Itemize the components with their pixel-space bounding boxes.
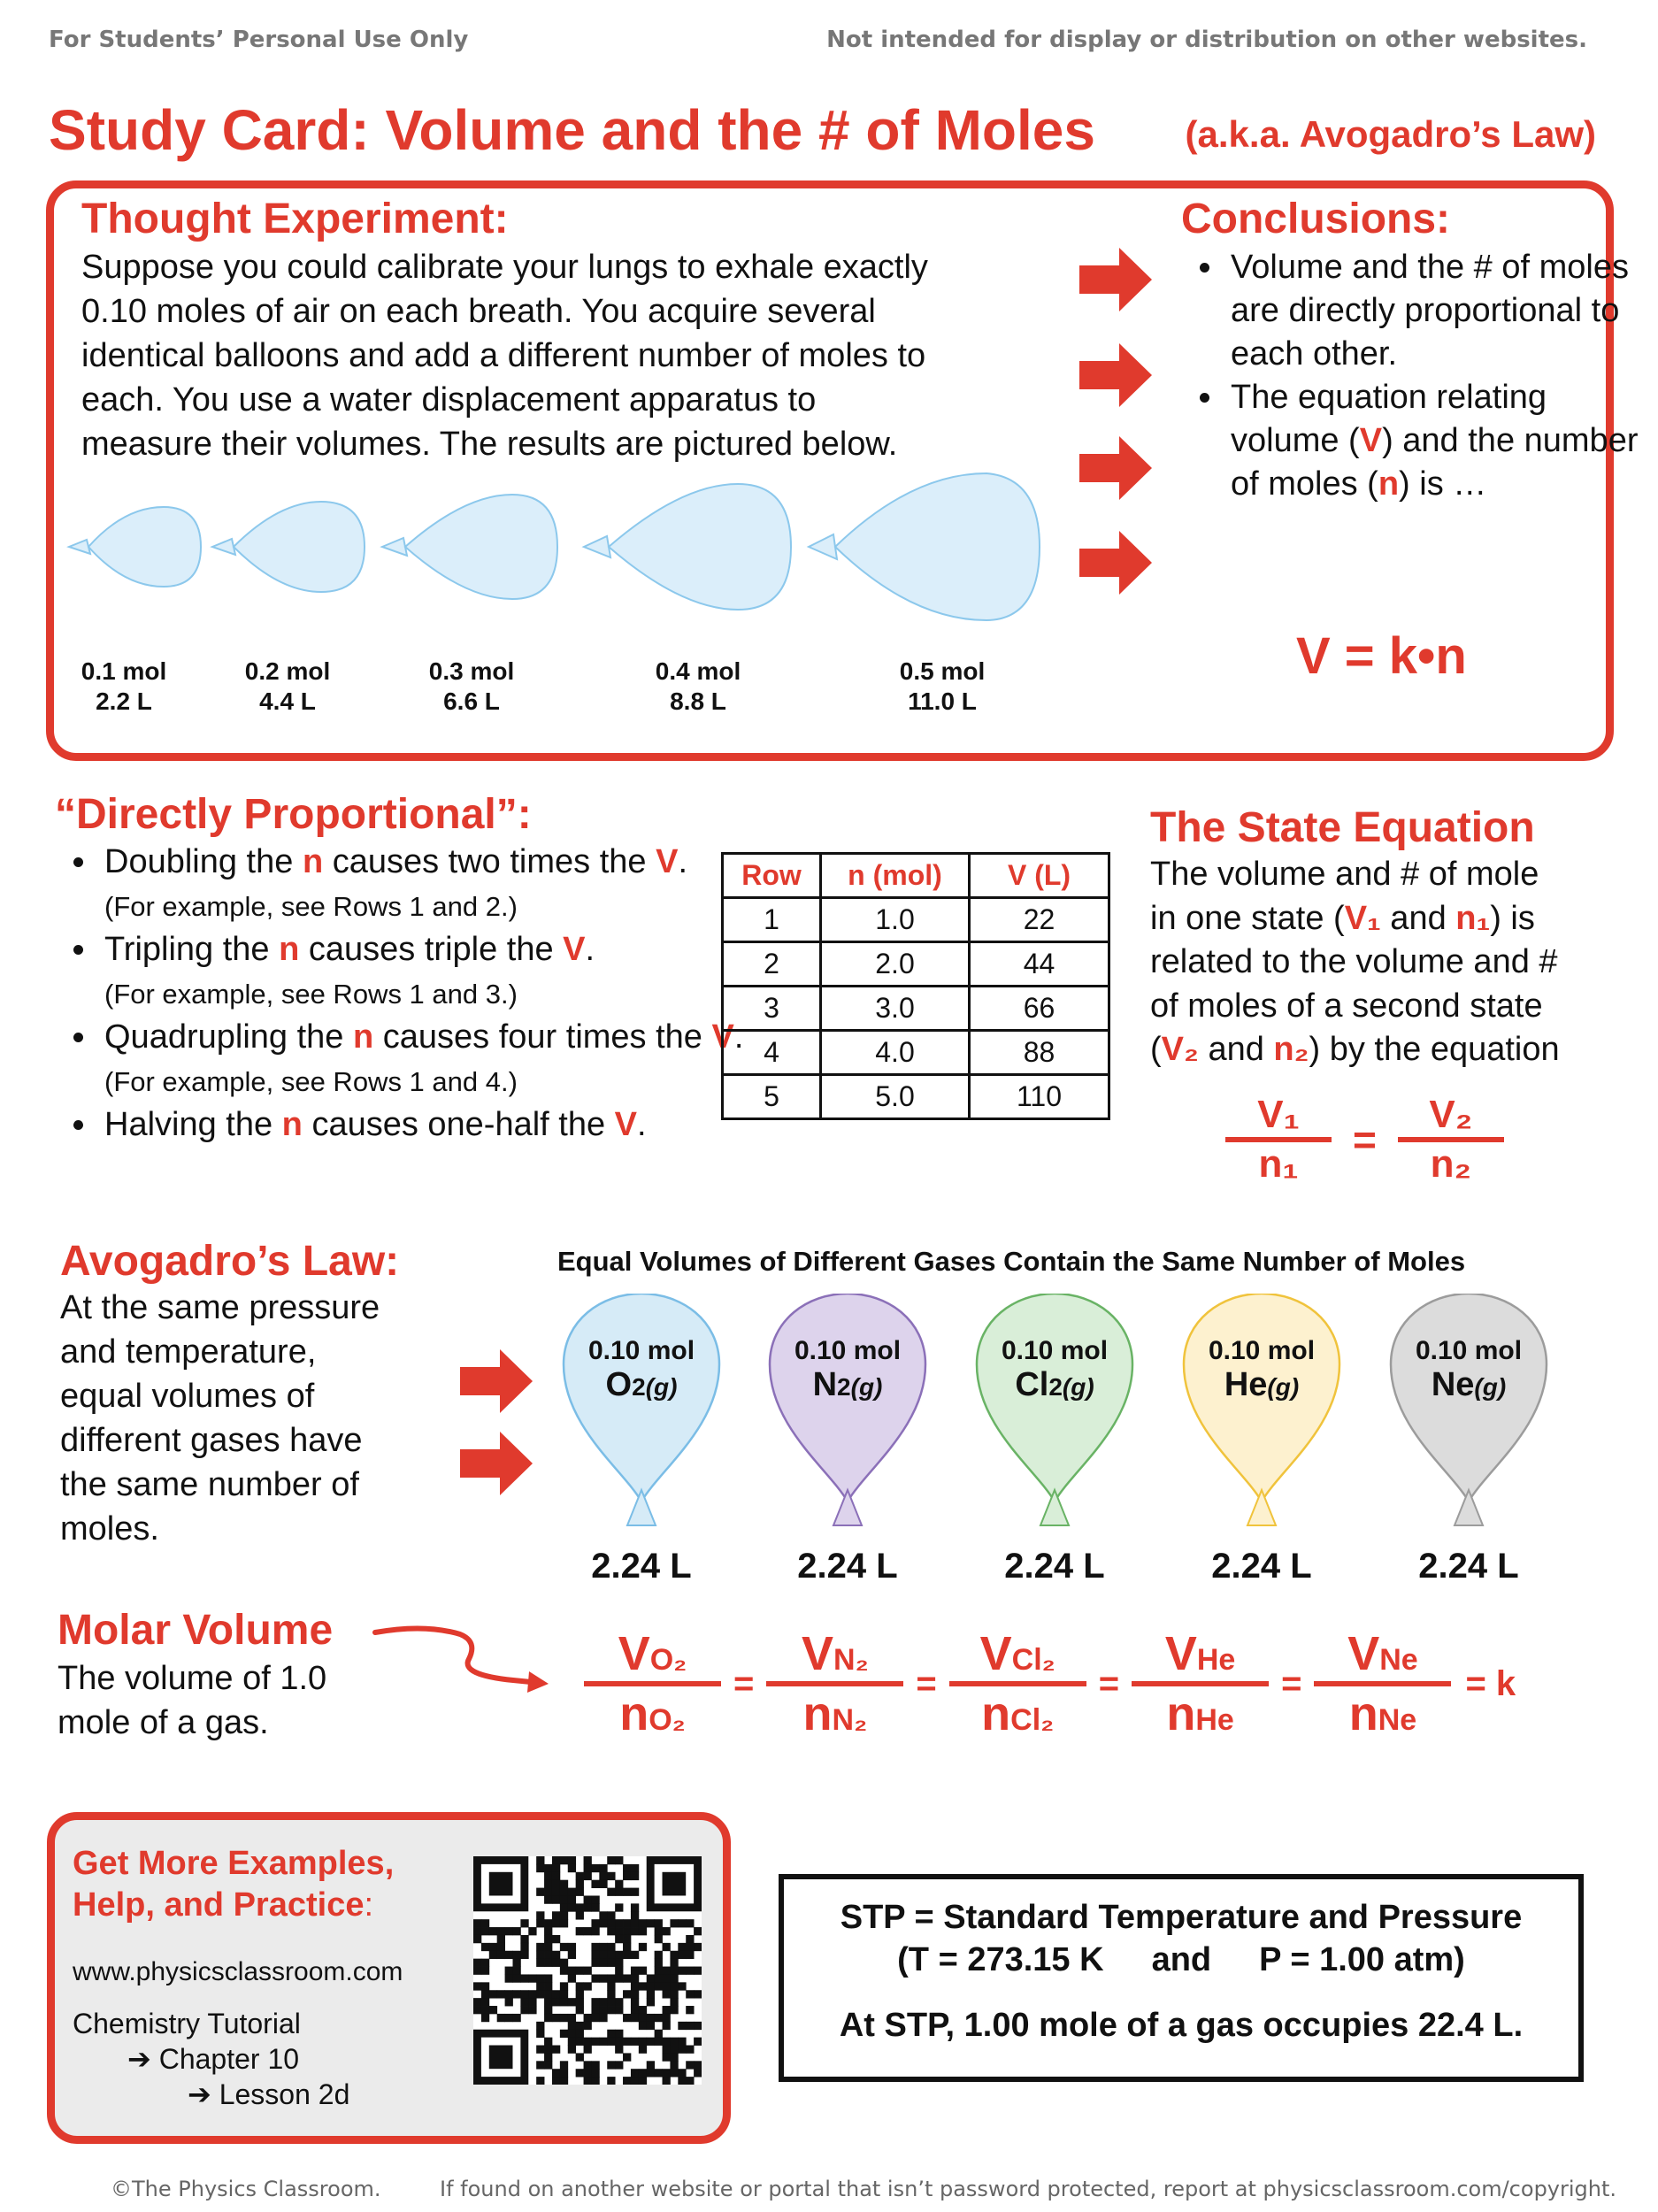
column-header: Row [723,854,821,898]
balloon-o2 [564,1294,719,1525]
state-equation-text [1150,853,1628,1072]
list-item [99,841,754,928]
symbol: He [1224,1366,1268,1403]
text: ) and the number of moles ( [1231,422,1639,503]
cell: 88 [970,1031,1109,1075]
text: Halving the [104,1106,282,1143]
variable-n: n [302,843,324,880]
gas-label-cl2 [975,1336,1134,1404]
curved-arrow-icon [372,1624,557,1703]
cell: 2.0 [821,942,970,987]
numerator [980,1626,1055,1681]
n-subscript: He [1195,1703,1234,1737]
equals-k: = k [1465,1663,1516,1703]
cell: 5 [723,1075,821,1119]
right-arrow-icon [1079,248,1152,311]
chapter-line [73,2041,349,2077]
gas-volume: 2.24 L [1418,1547,1519,1586]
thought-experiment-heading: Thought Experiment: [81,196,509,242]
phase: (g) [850,1373,883,1401]
balloon-knot [1040,1490,1069,1525]
right-arrow-icon [1079,343,1152,407]
text-line: The volume and # of mole [1150,856,1539,893]
balloon-knot [627,1490,656,1525]
v-subscript: Cl₂ [1011,1643,1055,1677]
molar-volume-heading: Molar Volume [58,1607,334,1654]
text-line: The volume of 1.0 [58,1660,327,1697]
v-symbol: V [802,1627,834,1680]
text: causes four times the [373,1018,712,1056]
gas-formula [975,1366,1134,1404]
variable-v2: V₂ [1161,1031,1199,1068]
phase: (g) [645,1373,678,1401]
variable-n: n [281,1106,303,1143]
gas-moles: 0.10 mol [1208,1336,1316,1365]
variable-v1: V₁ [1344,899,1381,937]
table-row [723,987,1109,1031]
fraction-v2-n2 [1398,1093,1504,1187]
subscript: 2 [632,1373,646,1401]
gas-volume: 2.24 L [797,1547,898,1586]
numerator: V₁ [1257,1093,1300,1136]
balloon-sequence [62,465,1062,628]
list-item: • Volume and the # of moles are directly proportional to each other. [1225,246,1641,376]
symbol: Cl [1015,1366,1049,1403]
heading-line: Get More Examples, [73,1845,395,1882]
molar-volume-text [58,1656,411,1745]
balloon-0.5mol [809,473,1040,620]
text: ) is [1490,899,1535,937]
gas-volume: 2.24 L [1004,1547,1105,1586]
balloon-cl2 [977,1294,1132,1525]
balloon-label-1 [62,657,186,717]
text: ( [1150,1031,1162,1068]
variable-v: V [1359,422,1383,459]
n-symbol: n [1348,1687,1378,1740]
gas-label-ne [1389,1336,1548,1404]
balloon-moles: 0.3 mol [428,657,515,685]
gas-label-o2 [562,1336,721,1404]
cell: 1.0 [821,898,970,942]
v-symbol: V [618,1627,650,1680]
balloon-volume: 4.4 L [259,687,316,715]
gas-diagram-title: Equal Volumes of Different Gases Contain the Same Number of Moles [557,1246,1466,1277]
balloon-knot [1247,1490,1276,1525]
denominator [619,1686,686,1741]
right-arrow-icon [1079,531,1152,595]
gas-moles: 0.10 mol [587,1336,695,1365]
heading-text: Help, and Practice [73,1886,365,1924]
conclusions-list [1181,246,1641,506]
list-item [99,1016,754,1103]
symbol: O [605,1366,633,1403]
list-item [1225,376,1641,506]
heading-colon: : [364,1886,374,1924]
proportional-list [55,841,754,1147]
personal-use-note: For Students’ Personal Use Only [49,27,469,53]
text: . [733,1018,744,1056]
heading-line [73,1885,394,1926]
cell: 4.0 [821,1031,970,1075]
text-line: each. You use a water displacement apparatus to [81,381,817,419]
gas-volume: 2.24 L [1211,1547,1312,1586]
text-line: Suppose you could calibrate your lungs to exhale exactly [81,249,928,286]
balloon-volume: 6.6 L [443,687,500,715]
gas-formula [1182,1366,1341,1404]
fraction-cl2 [949,1626,1086,1741]
n-symbol: n [981,1687,1011,1740]
balloon-0.3mol [382,495,557,599]
copyright-notice: ©The Physics Classroom. [111,2177,381,2201]
gas-moles: 0.10 mol [794,1336,902,1365]
lesson-name: Lesson 2d [219,2078,350,2110]
stp-temperature: (T = 273.15 K [897,1941,1104,1978]
equals-sign: = [1098,1663,1120,1703]
text: causes one-half the [302,1106,615,1143]
denominator [981,1686,1054,1741]
proportionality-equation: V = k•n [1296,627,1467,685]
gas-formula [1389,1366,1548,1404]
arrow-icon: ➔ [127,2043,151,2075]
balloon-label-2 [226,657,349,717]
equals-sign: = [1353,1117,1377,1163]
text-line: mole of a gas. [58,1704,269,1741]
balloon-volume: 2.2 L [96,687,152,715]
v-subscript: O₂ [649,1643,687,1677]
variable-v: V [563,931,586,968]
balloon-0.1mol [69,507,201,587]
right-arrow-icon [1079,436,1152,500]
distribution-note: Not intended for display or distribution on other websites. [826,27,1587,53]
text: The equation relating volume ( [1231,379,1547,459]
text: Tripling the [104,931,280,968]
text: Quadrupling the [104,1018,353,1056]
right-arrow-icon [460,1432,533,1495]
text: causes triple the [299,931,564,968]
text-line: and temperature, [60,1333,317,1371]
conclusions-heading: Conclusions: [1181,196,1451,242]
fraction-ne [1314,1626,1451,1741]
table-row [723,942,1109,987]
gas-balloons [549,1294,1566,1541]
gas-label-n2 [768,1336,927,1404]
n-symbol: n [802,1687,833,1740]
text-line: different gases have [60,1422,363,1459]
denominator [803,1686,868,1741]
balloon-knot [1455,1490,1483,1525]
n-subscript: O₂ [649,1703,686,1737]
text: ) is … [1399,465,1487,503]
numerator [802,1626,869,1681]
text-line [1150,897,1628,941]
text: ) by the equation [1309,1031,1560,1068]
tutorial-name: Chemistry Tutorial [73,2008,301,2039]
equals-sign: = [733,1663,755,1703]
n-symbol: n [619,1687,649,1740]
balloon-n2 [770,1294,925,1525]
equals-sign: = [916,1663,937,1703]
column-header: n (mol) [821,854,970,898]
v-symbol: V [1164,1627,1197,1680]
phase: (g) [1474,1373,1507,1401]
cell: 4 [723,1031,821,1075]
right-arrow-icon [460,1349,533,1413]
text-line: related to the volume and # [1150,943,1558,980]
balloon-moles: 0.2 mol [244,657,331,685]
column-header: V (L) [970,854,1109,898]
website-link[interactable]: www.physicsclassroom.com [73,1957,403,1986]
moles-volume-table [721,852,1110,1120]
variable-n: n [352,1018,374,1056]
v-symbol: V [979,1627,1012,1680]
balloon-label-5 [880,657,1004,717]
copyright-report-note: If found on another website or portal that isn’t password protected, report at physicsclassroom.com/copyright. [440,2177,1617,2201]
cell: 110 [970,1075,1109,1119]
fraction-v1-n1 [1225,1093,1332,1187]
subscript: 2 [1048,1373,1063,1401]
text-line [1150,1028,1628,1072]
denominator: n₂ [1430,1142,1472,1186]
n-symbol: n [1166,1687,1196,1740]
symbol: Ne [1431,1366,1475,1403]
cell: 66 [970,987,1109,1031]
stp-definition: STP = Standard Temperature and Pressure [840,1899,1523,1936]
n-subscript: Ne [1378,1703,1417,1737]
text: and [1198,1031,1274,1068]
variable-v: V [711,1018,734,1056]
denominator [1166,1686,1233,1741]
balloon-volume: 8.8 L [670,687,726,715]
text: causes two times the [323,843,656,880]
arrow-column [1079,248,1155,619]
balloon-ne [1391,1294,1547,1525]
variable-n: n [279,931,300,968]
denominator: n₁ [1258,1142,1299,1186]
symbol: N [812,1366,838,1403]
v-subscript: N₂ [833,1643,869,1677]
more-help-heading [73,1843,394,1926]
variable-n2: n₂ [1273,1031,1309,1068]
cell: 5.0 [821,1075,970,1119]
text-line: identical balloons and add a different number of moles to [81,337,926,374]
avogadro-text [60,1286,432,1551]
cell: 44 [970,942,1109,987]
cell: 3.0 [821,987,970,1031]
text-line: of moles of a second state [1150,987,1543,1025]
cell: 1 [723,898,821,942]
variable-v: V [656,843,679,880]
phase: (g) [1062,1373,1094,1401]
gas-formula [768,1366,927,1404]
text-line: moles. [60,1510,159,1548]
balloon-label-3 [410,657,533,717]
balloon-moles: 0.4 mol [655,657,741,685]
variable-n1: n₁ [1455,899,1491,937]
text: in one state ( [1150,899,1345,937]
arrow-icon: ➔ [188,2078,211,2110]
tutorial-path [73,2006,349,2112]
text-line: equal volumes of [60,1378,315,1415]
gas-moles: 0.10 mol [1415,1336,1523,1365]
numerator: V₂ [1429,1093,1473,1136]
directly-proportional-heading: “Directly Proportional”: [55,791,532,838]
list-item [99,1103,754,1147]
denominator [1349,1686,1416,1741]
numerator [1347,1626,1418,1681]
lesson-line [73,2077,349,2112]
gas-volume: 2.24 L [591,1547,692,1586]
balloon-0.4mol [584,484,791,610]
v-subscript: Ne [1379,1643,1418,1677]
fraction-o2 [584,1626,721,1741]
table-row [723,1031,1109,1075]
table-header-row [723,854,1109,898]
balloon-moles: 0.1 mol [81,657,167,685]
text: Doubling the [104,843,303,880]
numerator [618,1626,687,1681]
page-title: Study Card: Volume and the # of Moles [49,98,1095,162]
subscript: 2 [837,1373,851,1401]
chapter-name: Chapter 10 [158,2043,300,2075]
list-item [99,928,754,1016]
variable-n: n [1378,465,1400,503]
example-note: (For example, see Rows 1 and 2.) [104,891,518,922]
molar-volume-equation [584,1626,1516,1741]
text: and [1380,899,1456,937]
phase: (g) [1267,1373,1300,1401]
text-line: the same number of [60,1466,359,1503]
state-equation-formula [1225,1093,1504,1187]
state-equation-heading: The State Equation [1150,804,1535,851]
stp-molar-volume: At STP, 1.00 mole of a gas occupies 22.4 L. [839,2007,1524,2044]
table-row [723,898,1109,942]
gas-moles: 0.10 mol [1001,1336,1109,1365]
qr-code-icon[interactable] [473,1856,702,2085]
balloon-knot [833,1490,862,1525]
thought-experiment-text [81,245,1063,466]
page-subtitle: (a.k.a. Avogadro’s Law) [1185,113,1596,155]
gas-formula [562,1366,721,1404]
v-symbol: V [1347,1627,1380,1680]
stp-and: and [1151,1941,1212,1978]
text-line: measure their volumes. The results are pictured below. [81,426,898,463]
stp-pressure: P = 1.00 atm) [1259,1941,1465,1978]
balloon-he [1184,1294,1339,1525]
text: . [678,843,688,880]
text-line: At the same pressure [60,1289,380,1326]
avogadro-heading: Avogadro’s Law: [60,1238,400,1285]
cell: 22 [970,898,1109,942]
equals-sign: = [1281,1663,1302,1703]
cell: 3 [723,987,821,1031]
variable-v: V [614,1106,638,1143]
stp-conditions [779,1939,1584,1981]
table-row [723,1075,1109,1119]
balloon-moles: 0.5 mol [899,657,986,685]
fraction-n2 [766,1626,903,1741]
cell: 2 [723,942,821,987]
numerator [1165,1626,1236,1681]
text-line: 0.10 moles of air on each breath. You acquire several [81,293,876,330]
fraction-he [1132,1626,1269,1741]
balloon-0.2mol [212,502,365,592]
n-subscript: Cl₂ [1010,1703,1055,1737]
v-subscript: He [1196,1643,1236,1677]
n-subscript: N₂ [832,1703,868,1737]
gas-label-he [1182,1336,1341,1404]
example-note: (For example, see Rows 1 and 3.) [104,979,518,1010]
avogadro-arrows [460,1349,535,1517]
example-note: (For example, see Rows 1 and 4.) [104,1066,518,1097]
balloon-label-4 [636,657,760,717]
text: . [637,1106,647,1143]
stp-text [779,1896,1584,2047]
balloon-volume: 11.0 L [908,687,977,715]
text: . [585,931,595,968]
